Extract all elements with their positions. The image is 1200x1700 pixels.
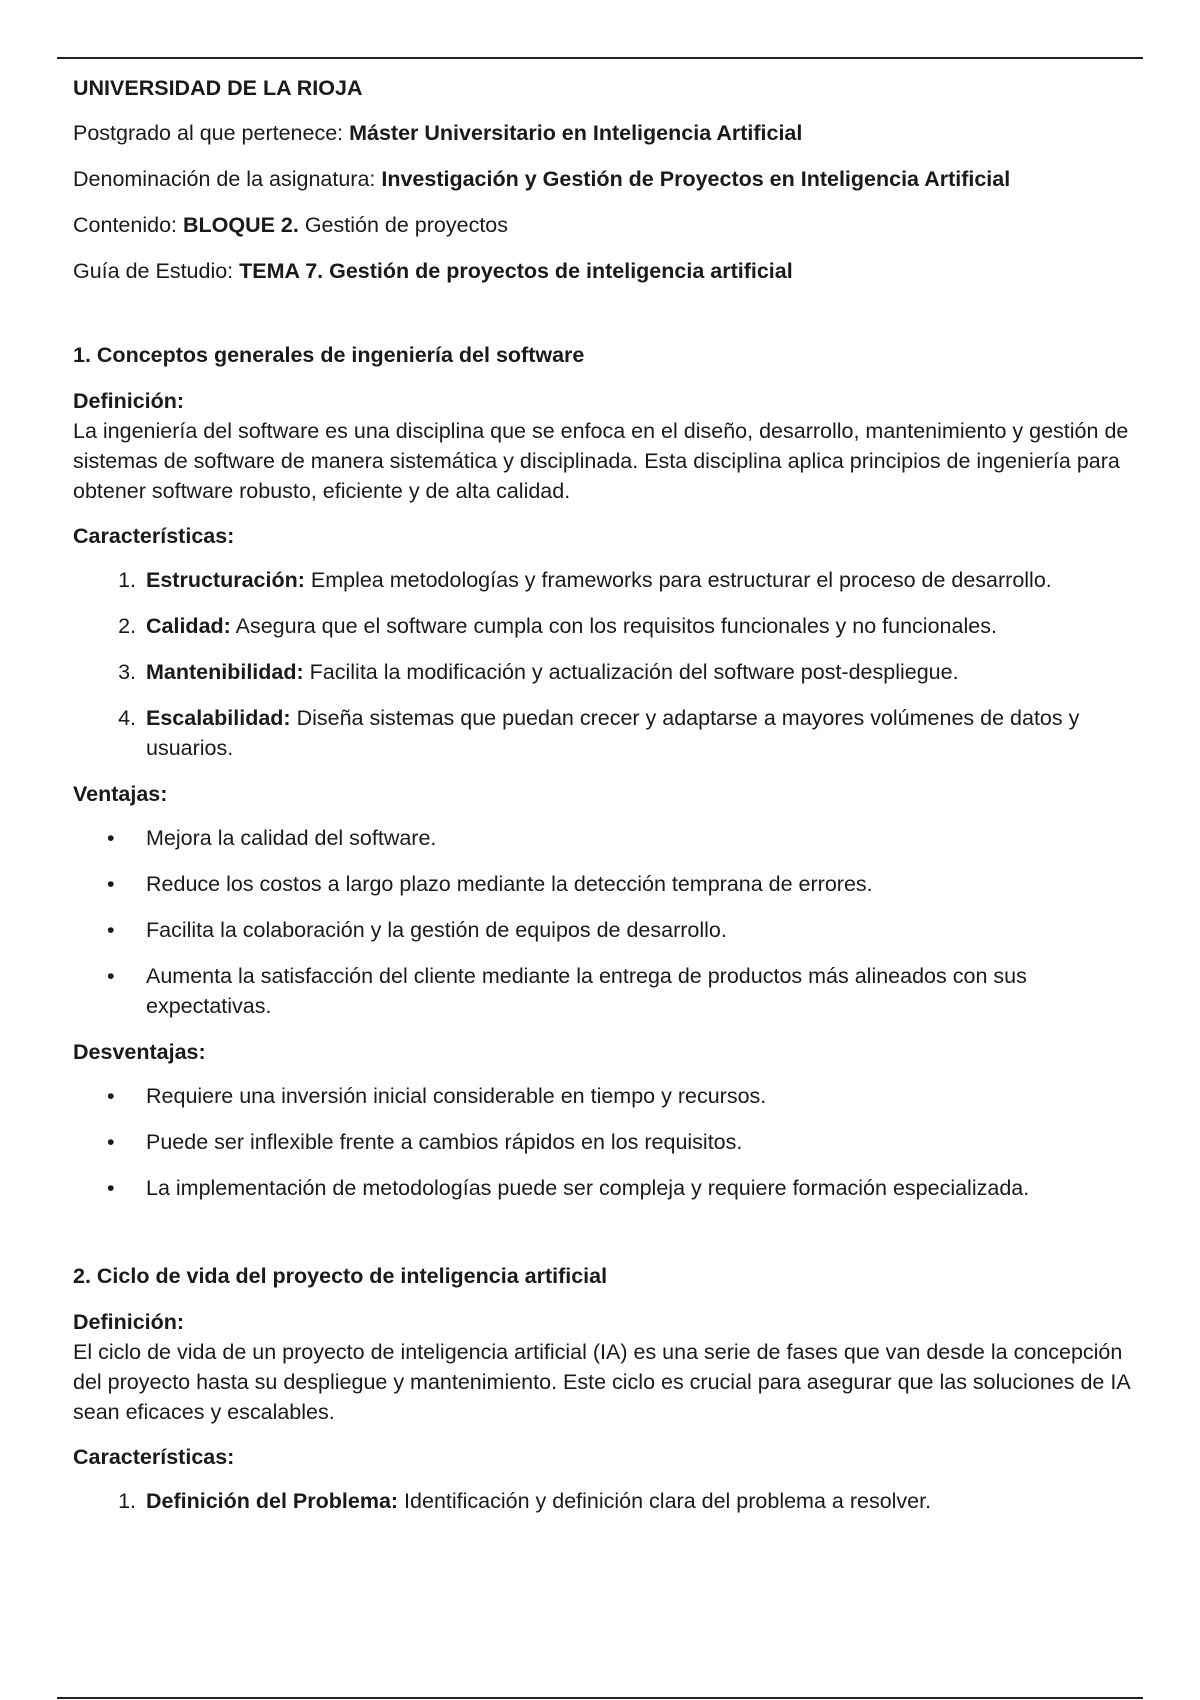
section-1-advantages-heading: Ventajas: <box>73 782 168 806</box>
content-line <box>73 210 1133 240</box>
section-1-definition-text: La ingeniería del software es una disciplina que se enfoca en el diseño, desarrollo, mantenimiento y gestión de sistemas de software de manera sistemática y disciplinada. Esta disciplina aplica principios de ingeniería para obtener software robusto, eficiente y de alta calidad. <box>73 419 1129 503</box>
section-1-disadvantages-heading: Desventajas: <box>73 1040 206 1064</box>
item-text: Emplea metodologías y frameworks para estructurar el proceso de desarrollo. <box>304 568 1052 592</box>
bullet-icon: • <box>107 872 115 896</box>
list-number: 2. <box>118 614 136 638</box>
list-item <box>73 961 1133 1021</box>
bottom-rule <box>57 1697 1143 1699</box>
section-2-definition-heading: Definición: <box>73 1310 185 1334</box>
top-rule <box>57 57 1143 59</box>
guide-value: TEMA 7. Gestión de proyectos de inteligencia artificial <box>239 259 793 283</box>
item-text: Asegura que el software cumpla con los requisitos funcionales y no funcionales. <box>230 614 997 638</box>
item-term: Definición del Problema: <box>146 1489 399 1513</box>
item-text: La implementación de metodologías puede ser compleja y requiere formación especializada. <box>146 1176 1030 1200</box>
item-text: Mejora la calidad del software. <box>146 826 437 850</box>
item-term: Calidad: <box>146 614 231 638</box>
subject-line <box>73 164 1133 194</box>
list-item <box>73 565 1133 595</box>
section-1-characteristics-list <box>73 565 1133 763</box>
list-number: 4. <box>118 706 136 730</box>
list-item <box>73 703 1133 763</box>
item-text: Facilita la modificación y actualización del software post-despliegue. <box>303 660 959 684</box>
postgraduate-line <box>73 118 1133 148</box>
section-1-advantages-list <box>73 823 1133 1021</box>
list-item <box>73 823 1133 853</box>
postgraduate-label: Postgrado al que pertenece: <box>73 121 350 145</box>
list-item <box>73 1081 1133 1111</box>
list-number: 1. <box>118 568 136 592</box>
postgraduate-value: Máster Universitario en Inteligencia Artificial <box>349 121 803 145</box>
list-item <box>73 657 1133 687</box>
bullet-icon: • <box>107 826 115 850</box>
section-1-title: 1. Conceptos generales de ingeniería del software <box>73 343 585 367</box>
item-text: Aumenta la satisfacción del cliente mediante la entrega de productos más alineados con sus expectativas. <box>146 964 1027 1018</box>
guide-line <box>73 256 1133 286</box>
bullet-icon: • <box>107 1130 115 1154</box>
bullet-icon: • <box>107 918 115 942</box>
list-number: 1. <box>118 1489 136 1513</box>
section-2-characteristics-list <box>73 1486 1133 1516</box>
item-text: Requiere una inversión inicial considerable en tiempo y recursos. <box>146 1084 767 1108</box>
list-number: 3. <box>118 660 136 684</box>
bullet-icon: • <box>107 1176 115 1200</box>
item-term: Estructuración: <box>146 568 305 592</box>
item-text: Puede ser inflexible frente a cambios rápidos en los requisitos. <box>146 1130 743 1154</box>
item-text: Facilita la colaboración y la gestión de equipos de desarrollo. <box>146 918 727 942</box>
section-2-definition-text: El ciclo de vida de un proyecto de inteligencia artificial (IA) es una serie de fases que van desde la concepción del proyecto hasta su despliegue y mantenimiento. Este ciclo es crucial para asegurar que las soluciones de IA sean eficaces y escalables. <box>73 1340 1130 1424</box>
list-item <box>73 869 1133 899</box>
list-item <box>73 915 1133 945</box>
section-1-characteristics-heading: Características: <box>73 524 235 548</box>
guide-label: Guía de Estudio: <box>73 259 240 283</box>
item-text: Reduce los costos a largo plazo mediante la detección temprana de errores. <box>146 872 873 896</box>
content-value: Gestión de proyectos <box>298 213 509 237</box>
list-item <box>73 1173 1133 1203</box>
section-ai-lifecycle <box>73 1261 1133 1516</box>
bullet-icon: • <box>107 1084 115 1108</box>
list-item <box>73 1127 1133 1157</box>
item-text: Diseña sistemas que puedan crecer y adaptarse a mayores volúmenes de datos y usuarios. <box>146 706 1080 760</box>
subject-value: Investigación y Gestión de Proyectos en Inteligencia Artificial <box>381 167 1011 191</box>
item-term: Escalabilidad: <box>146 706 291 730</box>
section-1-disadvantages-list <box>73 1081 1133 1203</box>
subject-label: Denominación de la asignatura: <box>73 167 382 191</box>
section-software-engineering <box>73 340 1133 1203</box>
list-item <box>73 1486 1133 1516</box>
document-page <box>73 60 1133 1532</box>
item-text: Identificación y definición clara del problema a resolver. <box>398 1489 932 1513</box>
content-block: BLOQUE 2. <box>182 213 299 237</box>
bullet-icon: • <box>107 964 115 988</box>
item-term: Mantenibilidad: <box>146 660 304 684</box>
content-label: Contenido: <box>73 213 183 237</box>
university-title: UNIVERSIDAD DE LA RIOJA <box>73 76 363 100</box>
section-2-characteristics-heading: Características: <box>73 1445 235 1469</box>
list-item <box>73 611 1133 641</box>
section-2-title: 2. Ciclo de vida del proyecto de inteligencia artificial <box>73 1264 608 1288</box>
section-1-definition-heading: Definición: <box>73 389 185 413</box>
